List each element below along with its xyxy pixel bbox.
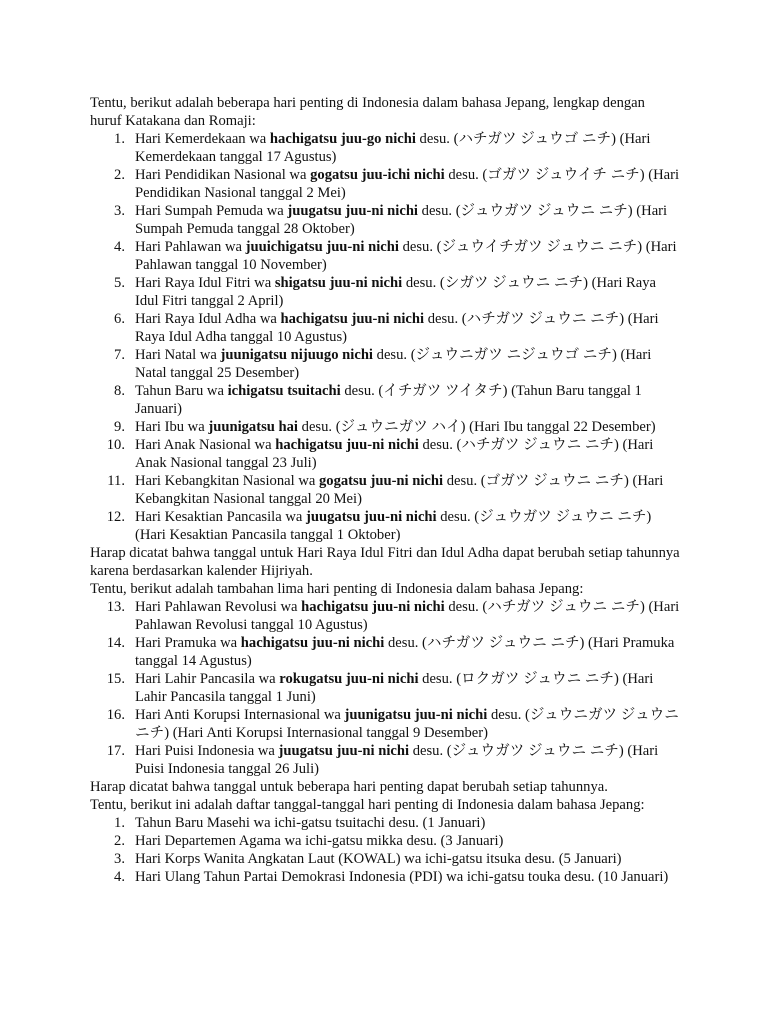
item-number: 10. [106,437,125,453]
item-text: Hari Raya Idul Fitri wa [135,275,275,291]
item-number: 1. [114,815,125,831]
item-romaji: hachigatsu juu-ni nichi [275,437,419,453]
item-text: desu. (ハチガツ ジュウニ ニチ) (Hari Pramuka tanggal 14 Agustus) [135,635,675,669]
list-item [90,472,680,508]
item-text: Hari Kebangkitan Nasional wa [135,473,319,489]
list-item [90,346,680,382]
item-text: desu. (ジュウガツ ジュウニ ニチ) (Hari Puisi Indonesia tanggal 26 Juli) [135,743,659,777]
item-number: 2. [114,833,125,849]
item-romaji: rokugatsu juu-ni nichi [279,671,419,687]
item-text: Hari Ulang Tahun Partai Demokrasi Indonesia (PDI) wa ichi-gatsu touka desu. (10 Januari) [135,869,669,885]
list-item [90,634,680,670]
item-number: 3. [114,203,125,219]
note-paragraph-1: Harap dicatat bahwa tanggal untuk Hari Raya Idul Fitri dan Idul Adha dapat berubah setiap tahunnya karena berdasarkan kalender Hijriyah. [90,545,680,579]
item-text: desu. (ジュウイチガツ ジュウニ ニチ) (Hari Pahlawan tanggal 10 November) [135,239,677,273]
item-text: Hari Anak Nasional wa [135,437,276,453]
list-item [90,436,680,472]
intro-paragraph-2: Tentu, berikut adalah tambahan lima hari penting di Indonesia dalam bahasa Jepang: [90,581,584,597]
item-text: desu. (ジュウガツ ジュウニ ニチ) (Hari Kesaktian Pancasila tanggal 1 Oktober) [135,509,652,543]
list-item [90,310,680,346]
list-item [90,238,680,274]
item-number: 6. [114,311,125,327]
item-romaji: hachigatsu juu-ni nichi [240,635,385,651]
note-paragraph-2: Harap dicatat bahwa tanggal untuk beberapa hari penting dapat berubah setiap tahunnya. [90,779,608,795]
item-text: Hari Sumpah Pemuda wa [135,203,288,219]
item-text: Hari Ibu wa [135,419,209,435]
item-text: Tahun Baru Masehi wa ichi-gatsu tsuitachi desu. (1 Januari) [135,815,486,831]
item-romaji: juunigatsu juu-ni nichi [344,707,488,723]
item-text: Hari Anti Korupsi Internasional wa [135,707,345,723]
item-romaji: juunigatsu hai [208,419,298,435]
item-romaji: hachigatsu juu-go nichi [269,131,416,147]
list-item [90,130,680,166]
list-item [90,202,680,238]
item-romaji: ichigatsu tsuitachi [227,383,341,399]
item-romaji: juugatsu juu-ni nichi [278,743,410,759]
intro-paragraph-1: Tentu, berikut adalah beberapa hari penting di Indonesia dalam bahasa Jepang, lengkap dengan huruf Katakana dan Romaji: [90,95,645,129]
item-text: Hari Kemerdekaan wa [135,131,270,147]
item-number: 7. [114,347,125,363]
item-number: 16. [106,707,125,723]
item-text: Hari Puisi Indonesia wa [135,743,279,759]
item-number: 13. [106,599,125,615]
list-item [90,868,680,886]
item-romaji: gogatsu juu-ni nichi [318,473,444,489]
item-text: desu. (ジュウニガツ ニジュウゴ ニチ) (Hari Natal tanggal 25 Desember) [135,347,652,381]
item-romaji: juugatsu juu-ni nichi [287,203,418,219]
item-number: 5. [114,275,125,291]
item-romaji: hachigatsu juu-ni nichi [280,311,425,327]
list-item [90,418,680,436]
item-text: Hari Lahir Pancasila wa [135,671,280,687]
item-number: 4. [114,869,125,885]
item-text: Hari Departemen Agama wa ichi-gatsu mikka desu. (3 Januari) [135,833,504,849]
item-text: Hari Pahlawan Revolusi wa [135,599,302,615]
item-text: desu. (ジュウガツ ジュウニ ニチ) (Hari Sumpah Pemuda tanggal 28 Oktober) [135,203,668,237]
item-text: desu. (ロクガツ ジュウニ ニチ) (Hari Lahir Pancasila tanggal 1 Juni) [135,671,654,705]
item-text: Hari Kesaktian Pancasila wa [135,509,307,525]
item-text: Hari Natal wa [135,347,221,363]
item-romaji: shigatsu juu-ni nichi [274,275,403,291]
item-text: Hari Pramuka wa [135,635,241,651]
item-number: 8. [114,383,125,399]
item-text: desu. (ジュウニガツ ジュウニ ニチ) (Hari Anti Korupsi Internasional tanggal 9 Desember) [135,707,679,741]
list-item [90,670,680,706]
item-text: desu. (ハチガツ ジュウニ ニチ) (Hari Pahlawan Revolusi tanggal 10 Agustus) [135,599,680,633]
list-item [90,274,680,310]
item-number: 15. [106,671,125,687]
item-text: desu. (ハチガツ ジュウゴ ニチ) (Hari Kemerdekaan tanggal 17 Agustus) [135,131,651,165]
item-text: Hari Korps Wanita Angkatan Laut (KOWAL) wa ichi-gatsu itsuka desu. (5 Januari) [135,851,622,867]
list-item [90,598,680,634]
item-number: 14. [106,635,125,651]
list-item [90,832,680,850]
item-text: desu. (ハチガツ ジュウニ ニチ) (Hari Raya Idul Adha tanggal 10 Agustus) [135,311,659,345]
list-item [90,508,680,544]
list-item [90,706,680,742]
holiday-list-3 [90,814,680,886]
item-romaji: juunigatsu nijuugo nichi [220,347,373,363]
item-text: Hari Pendidikan Nasional wa [135,167,311,183]
item-number: 2. [114,167,125,183]
item-romaji: gogatsu juu-ichi nichi [310,167,445,183]
document-body [90,94,680,886]
item-text: desu. (ゴガツ ジュウニ ニチ) (Hari Kebangkitan Nasional tanggal 20 Mei) [135,473,664,507]
item-number: 3. [114,851,125,867]
item-text: desu. (ハチガツ ジュウニ ニチ) (Hari Anak Nasional tanggal 23 Juli) [135,437,654,471]
list-item [90,850,680,868]
item-text: desu. (シガツ ジュウニ ニチ) (Hari Raya Idul Fitri tanggal 2 April) [135,275,657,309]
holiday-list-2 [90,598,680,778]
intro-paragraph-3: Tentu, berikut ini adalah daftar tanggal-tanggal hari penting di Indonesia dalam bahasa Jepang: [90,797,645,813]
holiday-list-1 [90,130,680,544]
item-text: desu. (イチガツ ツイタチ) (Tahun Baru tanggal 1 Januari) [135,383,642,417]
item-number: 11. [107,473,125,489]
item-text: Hari Raya Idul Adha wa [135,311,281,327]
item-text: desu. (ジュウニガツ ハイ) (Hari Ibu tanggal 22 Desember) [298,419,656,435]
item-romaji: hachigatsu juu-ni nichi [301,599,445,615]
item-number: 9. [114,419,125,435]
item-text: desu. (ゴガツ ジュウイチ ニチ) (Hari Pendidikan Nasional tanggal 2 Mei) [135,167,680,201]
list-item [90,814,680,832]
item-number: 12. [106,509,125,525]
list-item [90,742,680,778]
item-romaji: juugatsu juu-ni nichi [306,509,437,525]
item-romaji: juuichigatsu juu-ni nichi [245,239,399,255]
list-item [90,382,680,418]
item-number: 17. [106,743,125,759]
item-number: 1. [114,131,125,147]
item-text: Tahun Baru wa [135,383,228,399]
item-number: 4. [114,239,125,255]
list-item [90,166,680,202]
item-text: Hari Pahlawan wa [135,239,246,255]
